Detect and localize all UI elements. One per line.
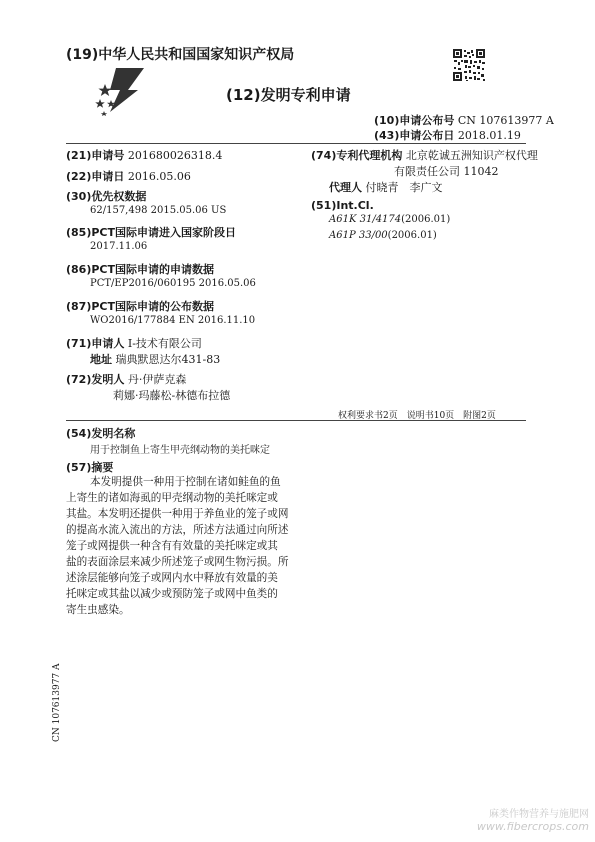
publication-date-label: (43)申请公布日 xyxy=(374,129,455,142)
inventor-2: 莉娜·玛藤松-林德布拉德 xyxy=(113,389,231,402)
publication-number-line xyxy=(374,112,554,128)
priority-label: (30)优先权数据 xyxy=(66,190,147,203)
abstract-label: (57)摘要 xyxy=(66,461,114,474)
pct-entry-label: (85)PCT国际申请进入国家阶段日 xyxy=(66,226,236,239)
inventor-label: (72)发明人 xyxy=(66,373,125,386)
publication-number-label: (10)申请公布号 xyxy=(374,114,455,127)
ipc-code-1: A61K 31/4174 xyxy=(329,214,402,225)
agent-label: 代理人 xyxy=(329,181,362,194)
sipo-emblem-icon xyxy=(92,64,148,116)
qr-code-icon xyxy=(452,48,486,82)
agent-line xyxy=(329,179,443,195)
page-counts: 权利要求书2页 说明书10页 附图2页 xyxy=(338,411,496,421)
pct-application-label: (86)PCT国际申请的申请数据 xyxy=(66,263,214,276)
abstract-line-7: 述涂层能够向笼子或网内水中释放有效量的美 xyxy=(66,572,278,584)
watermark xyxy=(477,805,589,833)
document-kind: (12)发明专利申请 xyxy=(226,86,351,104)
application-number-line xyxy=(66,147,222,163)
invention-title: 用于控制鱼上寄生甲壳纲动物的美托咪定 xyxy=(90,445,270,456)
inventor-1: 丹·伊萨克森 xyxy=(127,373,187,386)
applicant-line xyxy=(66,335,202,351)
abstract-line-9: 寄生虫感染。 xyxy=(66,604,130,616)
authority-name: (19)中华人民共和国国家知识产权局 xyxy=(66,47,295,63)
agent-value: 付晓青 李广文 xyxy=(365,181,443,194)
publication-number: CN 107613977 A xyxy=(457,114,554,127)
applicant-value: I-技术有限公司 xyxy=(127,337,202,350)
ipc-label: (51)Int.Cl. xyxy=(311,199,374,212)
agency-name-line2: 有限责任公司 11042 xyxy=(394,165,499,178)
abstract-line-8: 托咪定或其盐以减少或预防笼子或网中鱼类的 xyxy=(66,588,278,600)
address-label: 地址 xyxy=(90,353,112,366)
priority-value: 62/157,498 2015.05.06 US xyxy=(90,205,227,216)
abstract-line-2: 上寄生的诸如海虱的甲壳纲动物的美托咪定或 xyxy=(66,492,278,504)
address-line xyxy=(90,351,220,367)
pct-application-value: PCT/EP2016/060195 2016.05.06 xyxy=(90,278,256,289)
header-divider xyxy=(66,143,526,144)
agency-label: (74)专利代理机构 xyxy=(311,149,403,162)
ipc-entry-2 xyxy=(329,230,437,241)
ipc-code-2: A61P 33/00 xyxy=(329,230,388,241)
filing-date-label: (22)申请日 xyxy=(66,170,125,183)
abstract-line-1: 本发明提供一种用于控制在诸如鲑鱼的鱼 xyxy=(90,476,281,488)
watermark-line-1: 麻类作物营养与施肥网 xyxy=(489,809,589,820)
ipc-entry-1 xyxy=(329,214,450,225)
publication-date: 2018.01.19 xyxy=(457,129,521,142)
agency-name-line1: 北京乾诚五洲知识产权代理 xyxy=(405,149,538,162)
abstract-line-4: 的提高水流入流出的方法，所述方法通过向所述 xyxy=(66,524,289,536)
pct-publication-label: (87)PCT国际申请的公布数据 xyxy=(66,300,214,313)
inventor-line xyxy=(66,371,186,387)
watermark-line-2: www.fibercrops.com xyxy=(476,820,589,833)
ipc-year-1: (2006.01) xyxy=(401,214,451,225)
agency-line xyxy=(311,147,538,163)
address-value: 瑞典默恩达尔431-83 xyxy=(115,353,221,366)
publication-date-line xyxy=(374,127,521,143)
side-publication-number: CN 107613977 A xyxy=(52,663,62,742)
invention-title-label: (54)发明名称 xyxy=(66,427,136,440)
applicant-label: (71)申请人 xyxy=(66,337,125,350)
ipc-year-2: (2006.01) xyxy=(387,230,437,241)
application-number-label: (21)申请号 xyxy=(66,149,125,162)
counts-divider xyxy=(66,420,526,421)
abstract-line-6: 盐的表面涂层来减少所述笼子或网生物污损。所 xyxy=(66,556,289,568)
abstract-line-3: 其盐。本发明还提供一种用于养鱼业的笼子或网 xyxy=(66,508,289,520)
application-number: 201680026318.4 xyxy=(127,149,223,162)
pct-publication-value: WO2016/177884 EN 2016.11.10 xyxy=(90,315,256,326)
filing-date-line xyxy=(66,168,191,184)
filing-date: 2016.05.06 xyxy=(127,170,191,183)
abstract-line-5: 笼子或网提供一种含有有效量的美托咪定或其 xyxy=(66,540,278,552)
pct-entry-date: 2017.11.06 xyxy=(90,241,148,252)
